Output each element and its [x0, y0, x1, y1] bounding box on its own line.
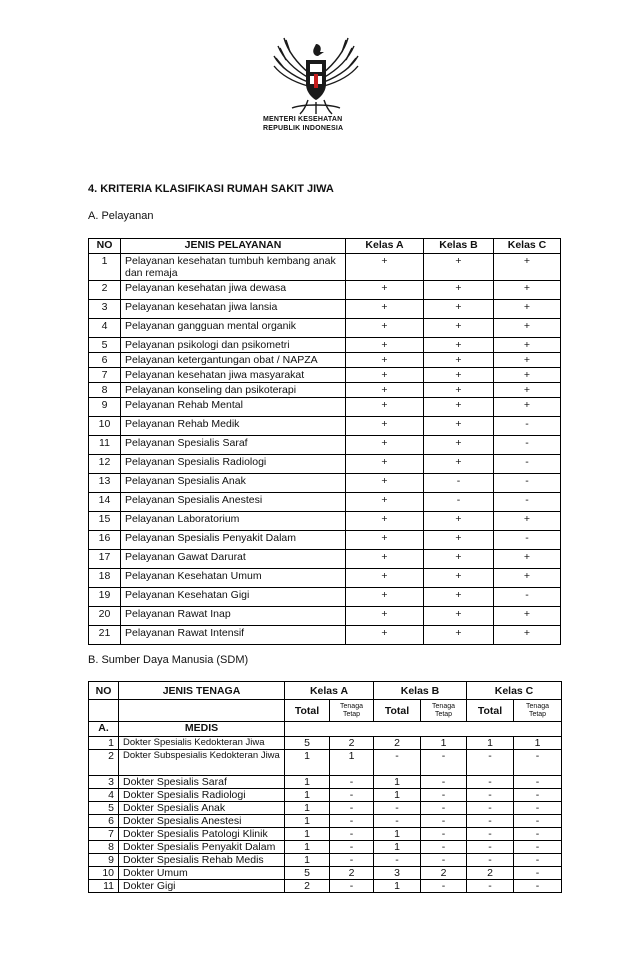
hr-total-c: - [467, 828, 514, 841]
row-kelas-b: + [424, 550, 494, 569]
row-kelas-a: + [346, 455, 424, 474]
hr-tetap-c: - [514, 776, 562, 789]
hr-total-c: 1 [467, 737, 514, 750]
hr-total-c: 2 [467, 867, 514, 880]
row-no: 8 [89, 383, 121, 398]
hr-table [88, 681, 562, 893]
services-row [89, 474, 561, 493]
row-kelas-c: - [494, 455, 561, 474]
section-heading: 4. KRITERIA KLASIFIKASI RUMAH SAKIT JIWA [88, 183, 334, 195]
services-row [89, 436, 561, 455]
ministry-name [263, 115, 373, 133]
hr-tetap-b: - [421, 789, 467, 802]
row-service-name: Pelayanan psikologi dan psikometri [121, 338, 346, 353]
hr-total-c: - [467, 802, 514, 815]
row-service-name: Pelayanan Laboratorium [121, 512, 346, 531]
hr-row-name: Dokter Spesialis Radiologi [119, 789, 285, 802]
row-kelas-c: - [494, 436, 561, 455]
row-service-name: Pelayanan kesehatan jiwa masyarakat [121, 368, 346, 383]
hr-total-b: 1 [374, 776, 421, 789]
hr-row-name: Dokter Spesialis Anak [119, 802, 285, 815]
tetap-line-2: Tetap [434, 710, 453, 718]
hr-row-name: Dokter Spesialis Kedokteran Jiwa [119, 737, 285, 750]
hr-row-name: Dokter Spesialis Patologi Klinik [119, 828, 285, 841]
row-kelas-a: + [346, 417, 424, 436]
hr-row [89, 867, 562, 880]
row-service-name: Pelayanan Rawat Intensif [121, 626, 346, 645]
hr-tetap-c: - [514, 841, 562, 854]
hr-table-header-row-2 [89, 700, 562, 722]
hr-tetap-c: - [514, 854, 562, 867]
hr-table-header-row-1 [89, 682, 562, 700]
hr-total-b: 1 [374, 880, 421, 893]
hr-row-no: 10 [89, 867, 119, 880]
row-service-name: Pelayanan kesehatan jiwa dewasa [121, 281, 346, 300]
row-kelas-c: + [494, 353, 561, 368]
hr-tetap-a: - [330, 802, 374, 815]
row-service-name: Pelayanan konseling dan psikoterapi [121, 383, 346, 398]
hr-row-no: 11 [89, 880, 119, 893]
hr-tetap-c: - [514, 867, 562, 880]
row-kelas-a: + [346, 368, 424, 383]
hr-tetap-b: - [421, 880, 467, 893]
services-row [89, 254, 561, 281]
hr-tetap-b: 2 [421, 867, 467, 880]
services-row [89, 455, 561, 474]
hr-total-a: 1 [285, 841, 330, 854]
hr-row-no: 1 [89, 737, 119, 750]
hr-row [89, 854, 562, 867]
hr-total-c: - [467, 841, 514, 854]
services-row [89, 300, 561, 319]
row-no: 16 [89, 531, 121, 550]
hr-header-no: NO [89, 682, 119, 700]
hr-tetap-a: 2 [330, 737, 374, 750]
row-kelas-c: + [494, 569, 561, 588]
hr-header-kelas-a: Kelas A [285, 682, 374, 700]
group-name: MEDIS [119, 722, 285, 737]
row-kelas-b: + [424, 368, 494, 383]
row-service-name: Pelayanan Gawat Darurat [121, 550, 346, 569]
services-row [89, 281, 561, 300]
row-kelas-a: + [346, 474, 424, 493]
hr-tetap-a: - [330, 815, 374, 828]
row-no: 17 [89, 550, 121, 569]
hr-group-row [89, 722, 562, 737]
hr-tetap-a: - [330, 880, 374, 893]
hr-total-b: - [374, 802, 421, 815]
row-no: 19 [89, 588, 121, 607]
hr-header-jenis-tenaga: JENIS TENAGA [119, 682, 285, 700]
services-row [89, 368, 561, 383]
row-service-name: Pelayanan ketergantungan obat / NAPZA [121, 353, 346, 368]
row-kelas-a: + [346, 493, 424, 512]
hr-row [89, 789, 562, 802]
services-row [89, 607, 561, 626]
hr-total-a: 5 [285, 867, 330, 880]
hr-tetap-b: - [421, 776, 467, 789]
hr-header-empty-no [89, 700, 119, 722]
row-no: 6 [89, 353, 121, 368]
hr-row [89, 737, 562, 750]
services-row [89, 588, 561, 607]
hr-tetap-a: 2 [330, 867, 374, 880]
row-service-name: Pelayanan Rehab Medik [121, 417, 346, 436]
services-table [88, 238, 561, 645]
subsection-b-title: B. Sumber Daya Manusia (SDM) [88, 654, 249, 666]
services-row [89, 383, 561, 398]
row-kelas-b: + [424, 512, 494, 531]
hr-total-b: 2 [374, 737, 421, 750]
row-no: 11 [89, 436, 121, 455]
hr-total-a: 2 [285, 880, 330, 893]
hr-header-empty-jenis [119, 700, 285, 722]
hr-row-no: 8 [89, 841, 119, 854]
row-kelas-c: + [494, 300, 561, 319]
row-service-name: Pelayanan Spesialis Anak [121, 474, 346, 493]
hr-total-b: 1 [374, 789, 421, 802]
hr-row-no: 7 [89, 828, 119, 841]
row-kelas-a: + [346, 550, 424, 569]
row-service-name: Pelayanan Spesialis Saraf [121, 436, 346, 455]
row-kelas-c: + [494, 319, 561, 338]
header-jenis-pelayanan: JENIS PELAYANAN [121, 239, 346, 254]
row-kelas-a: + [346, 383, 424, 398]
row-no: 21 [89, 626, 121, 645]
row-no: 18 [89, 569, 121, 588]
row-kelas-c: + [494, 368, 561, 383]
subsection-a-title: A. Pelayanan [88, 210, 154, 222]
hr-header-tetap-a [330, 700, 374, 722]
group-empty [285, 722, 562, 737]
hr-total-c: - [467, 854, 514, 867]
row-no: 5 [89, 338, 121, 353]
row-kelas-c: + [494, 512, 561, 531]
hr-header-tetap-c [514, 700, 562, 722]
row-kelas-a: + [346, 300, 424, 319]
services-row [89, 626, 561, 645]
hr-total-a: 1 [285, 828, 330, 841]
tetap-line-2: Tetap [528, 710, 547, 718]
hr-tetap-b: - [421, 750, 467, 776]
row-no: 3 [89, 300, 121, 319]
row-kelas-b: + [424, 417, 494, 436]
hr-row [89, 776, 562, 789]
hr-row [89, 815, 562, 828]
hr-header-total-c: Total [467, 700, 514, 722]
row-no: 4 [89, 319, 121, 338]
row-no: 12 [89, 455, 121, 474]
row-kelas-b: - [424, 493, 494, 512]
garuda-emblem-icon [262, 30, 370, 116]
hr-tetap-c: - [514, 828, 562, 841]
row-kelas-b: + [424, 383, 494, 398]
row-kelas-a: + [346, 569, 424, 588]
services-row [89, 550, 561, 569]
row-no: 15 [89, 512, 121, 531]
hr-total-a: 1 [285, 789, 330, 802]
tetap-line-1: Tenaga [340, 702, 363, 710]
hr-total-b: 1 [374, 828, 421, 841]
row-kelas-b: + [424, 455, 494, 474]
services-table-header [89, 239, 561, 254]
row-service-name: Pelayanan Rawat Inap [121, 607, 346, 626]
row-kelas-b: + [424, 338, 494, 353]
services-row [89, 512, 561, 531]
hr-row-no: 6 [89, 815, 119, 828]
row-kelas-b: + [424, 588, 494, 607]
row-no: 14 [89, 493, 121, 512]
header-no: NO [89, 239, 121, 254]
header-kelas-b: Kelas B [424, 239, 494, 254]
services-row [89, 398, 561, 417]
services-row [89, 493, 561, 512]
hr-row-name: Dokter Spesialis Penyakit Dalam [119, 841, 285, 854]
row-kelas-b: + [424, 281, 494, 300]
row-kelas-b: + [424, 398, 494, 417]
row-kelas-b: + [424, 436, 494, 455]
hr-total-b: 1 [374, 841, 421, 854]
row-kelas-b: + [424, 319, 494, 338]
header-kelas-a: Kelas A [346, 239, 424, 254]
row-kelas-a: + [346, 588, 424, 607]
hr-row-name: Dokter Subspesialis Kedokteran Jiwa [119, 750, 285, 776]
services-row [89, 531, 561, 550]
hr-tetap-a: - [330, 854, 374, 867]
hr-tetap-c: - [514, 802, 562, 815]
hr-row-name: Dokter Spesialis Saraf [119, 776, 285, 789]
hr-tetap-c: - [514, 815, 562, 828]
hr-tetap-b: 1 [421, 737, 467, 750]
row-no: 10 [89, 417, 121, 436]
tetap-line-1: Tenaga [432, 702, 455, 710]
row-kelas-a: + [346, 398, 424, 417]
ministry-line-2: REPUBLIK INDONESIA [263, 125, 344, 132]
row-kelas-a: + [346, 436, 424, 455]
hr-tetap-a: - [330, 841, 374, 854]
row-kelas-b: + [424, 300, 494, 319]
row-kelas-c: + [494, 607, 561, 626]
row-kelas-b: - [424, 474, 494, 493]
row-kelas-c: - [494, 493, 561, 512]
row-kelas-c: - [494, 474, 561, 493]
row-no: 20 [89, 607, 121, 626]
row-service-name: Pelayanan gangguan mental organik [121, 319, 346, 338]
hr-row-no: 9 [89, 854, 119, 867]
hr-tetap-a: - [330, 828, 374, 841]
row-kelas-c: + [494, 398, 561, 417]
hr-tetap-b: - [421, 815, 467, 828]
hr-tetap-a: 1 [330, 750, 374, 776]
row-kelas-a: + [346, 512, 424, 531]
services-row [89, 338, 561, 353]
row-kelas-a: + [346, 626, 424, 645]
hr-total-a: 5 [285, 737, 330, 750]
row-kelas-a: + [346, 607, 424, 626]
hr-header-total-b: Total [374, 700, 421, 722]
row-no: 2 [89, 281, 121, 300]
hr-total-c: - [467, 776, 514, 789]
hr-tetap-b: - [421, 828, 467, 841]
hr-tetap-c: - [514, 750, 562, 776]
row-kelas-c: + [494, 550, 561, 569]
row-kelas-a: + [346, 254, 424, 281]
hr-row [89, 828, 562, 841]
row-service-name: Pelayanan Kesehatan Umum [121, 569, 346, 588]
hr-row [89, 750, 562, 776]
hr-row-no: 4 [89, 789, 119, 802]
services-row [89, 353, 561, 368]
row-service-name: Pelayanan Rehab Mental [121, 398, 346, 417]
row-service-name: Pelayanan Spesialis Radiologi [121, 455, 346, 474]
hr-total-a: 1 [285, 815, 330, 828]
row-kelas-a: + [346, 281, 424, 300]
hr-total-c: - [467, 880, 514, 893]
hr-total-c: - [467, 815, 514, 828]
hr-row [89, 802, 562, 815]
header-kelas-c: Kelas C [494, 239, 561, 254]
services-row [89, 417, 561, 436]
row-kelas-c: + [494, 281, 561, 300]
row-no: 7 [89, 368, 121, 383]
hr-tetap-c: 1 [514, 737, 562, 750]
hr-total-b: - [374, 854, 421, 867]
hr-tetap-c: - [514, 789, 562, 802]
hr-row-name: Dokter Umum [119, 867, 285, 880]
row-kelas-b: + [424, 607, 494, 626]
row-kelas-b: + [424, 353, 494, 368]
tetap-line-1: Tenaga [526, 702, 549, 710]
row-kelas-b: + [424, 626, 494, 645]
row-kelas-a: + [346, 531, 424, 550]
hr-tetap-b: - [421, 802, 467, 815]
row-kelas-b: + [424, 569, 494, 588]
hr-row-no: 5 [89, 802, 119, 815]
hr-row [89, 880, 562, 893]
hr-header-tetap-b [421, 700, 467, 722]
row-service-name: Pelayanan Spesialis Anestesi [121, 493, 346, 512]
services-row [89, 569, 561, 588]
row-service-name: Pelayanan Kesehatan Gigi [121, 588, 346, 607]
hr-total-c: - [467, 750, 514, 776]
row-no: 13 [89, 474, 121, 493]
row-kelas-b: + [424, 531, 494, 550]
hr-total-a: 1 [285, 802, 330, 815]
hr-total-b: - [374, 815, 421, 828]
row-kelas-c: + [494, 626, 561, 645]
row-kelas-c: + [494, 254, 561, 281]
hr-total-b: - [374, 750, 421, 776]
tetap-line-2: Tetap [342, 710, 361, 718]
row-kelas-a: + [346, 319, 424, 338]
hr-tetap-a: - [330, 789, 374, 802]
row-no: 9 [89, 398, 121, 417]
row-kelas-a: + [346, 353, 424, 368]
hr-tetap-a: - [330, 776, 374, 789]
hr-total-c: - [467, 789, 514, 802]
hr-header-kelas-b: Kelas B [374, 682, 467, 700]
row-service-name: Pelayanan kesehatan tumbuh kembang anak dan remaja [121, 254, 346, 281]
row-kelas-c: - [494, 588, 561, 607]
hr-tetap-b: - [421, 841, 467, 854]
row-service-name: Pelayanan Spesialis Penyakit Dalam [121, 531, 346, 550]
hr-tetap-c: - [514, 880, 562, 893]
hr-total-a: 1 [285, 854, 330, 867]
group-no: A. [89, 722, 119, 737]
hr-row-name: Dokter Gigi [119, 880, 285, 893]
row-no: 1 [89, 254, 121, 281]
hr-row-name: Dokter Spesialis Anestesi [119, 815, 285, 828]
hr-row-name: Dokter Spesialis Rehab Medis [119, 854, 285, 867]
row-kelas-a: + [346, 338, 424, 353]
ministry-line-1: MENTERI KESEHATAN [263, 116, 343, 123]
hr-total-a: 1 [285, 776, 330, 789]
hr-total-a: 1 [285, 750, 330, 776]
row-kelas-c: - [494, 417, 561, 436]
row-kelas-c: + [494, 383, 561, 398]
row-kelas-b: + [424, 254, 494, 281]
hr-header-kelas-c: Kelas C [467, 682, 562, 700]
hr-row [89, 841, 562, 854]
row-service-name: Pelayanan kesehatan jiwa lansia [121, 300, 346, 319]
services-row [89, 319, 561, 338]
hr-header-total-a: Total [285, 700, 330, 722]
hr-tetap-b: - [421, 854, 467, 867]
hr-total-b: 3 [374, 867, 421, 880]
hr-row-no: 3 [89, 776, 119, 789]
row-kelas-c: - [494, 531, 561, 550]
row-kelas-c: + [494, 338, 561, 353]
hr-row-no: 2 [89, 750, 119, 776]
